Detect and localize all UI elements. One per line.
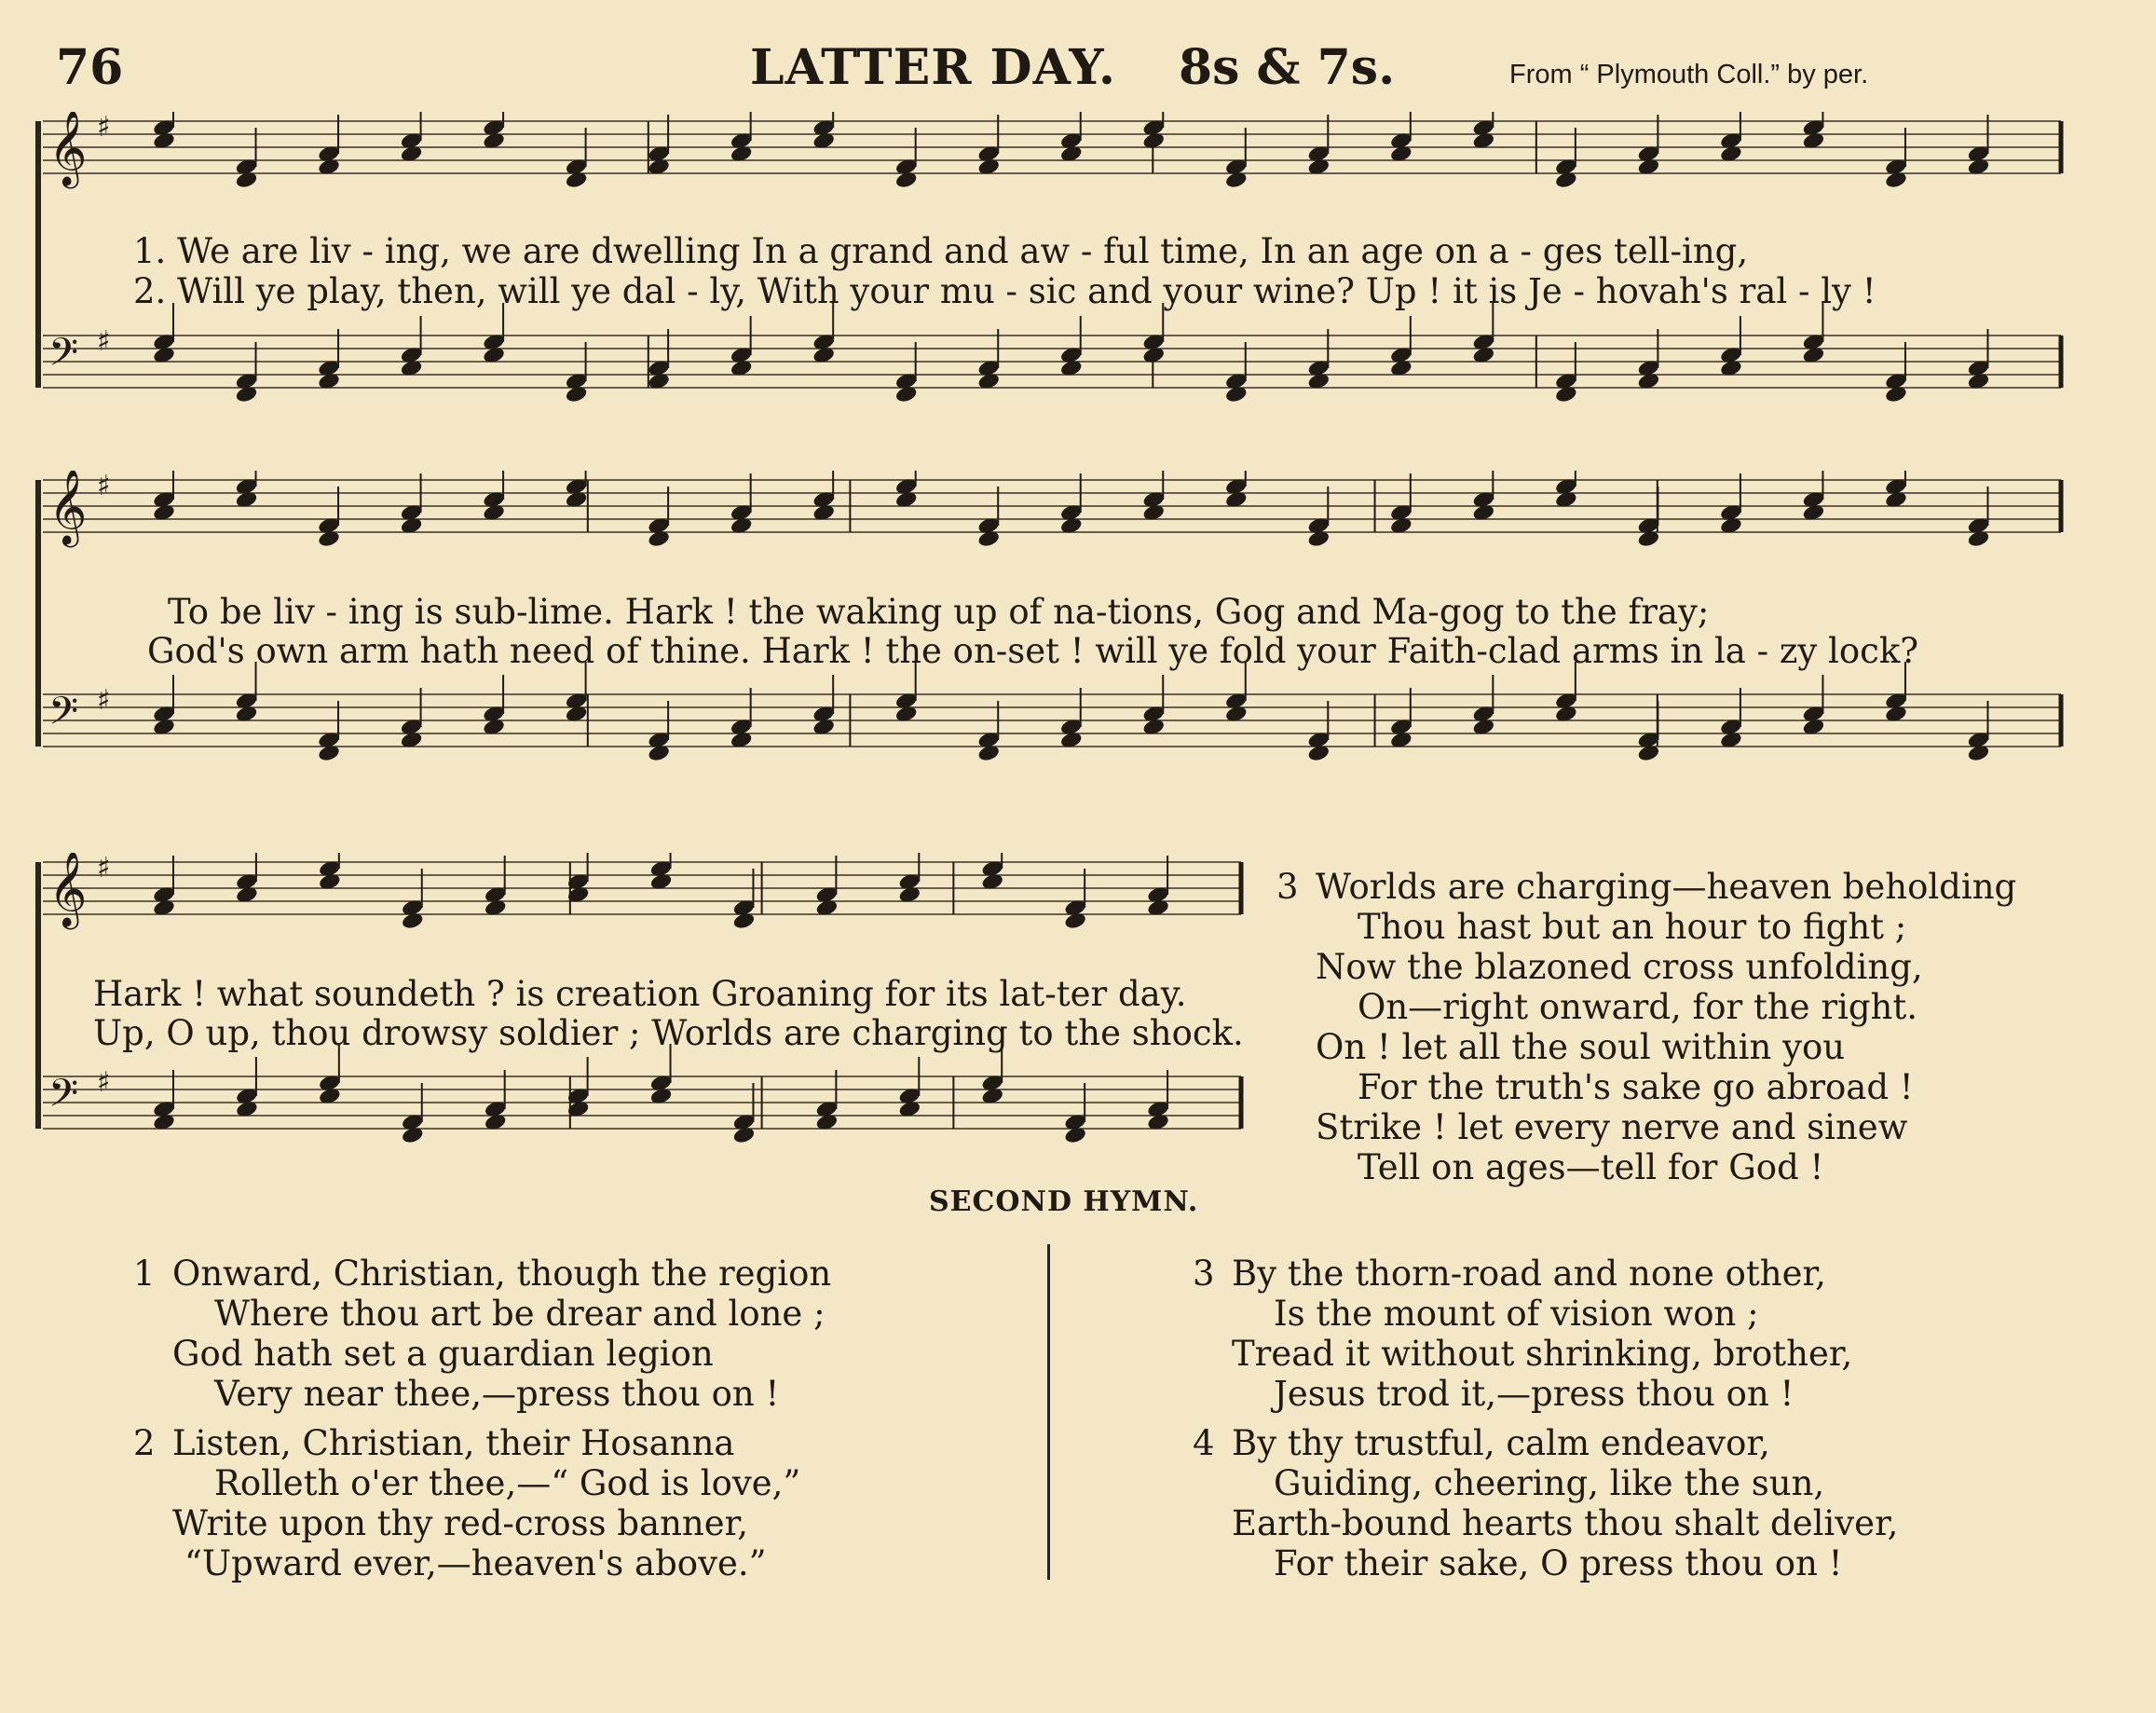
lyrics-verse-2: Up, O up, thou drowsy soldier ; Worlds are charging to the shock.	[93, 1013, 1244, 1053]
stanza-line: Very near thee,—press thou on !	[214, 1374, 780, 1414]
second-hymn-stanza-2	[133, 1423, 800, 1583]
stanza-line: Is the mount of vision won ;	[1274, 1294, 1759, 1334]
lyrics-verse-1: To be liv - ing is sub-lime. Hark ! the waking up of na-tions, Gog and Ma-gog to the fray;	[168, 592, 1710, 632]
lyrics-verse-2: God's own arm hath need of thine. Hark ! the on-set ! will ye fold your Faith-clad arms in la - zy lock?	[147, 631, 1919, 671]
lyrics-verse-1: Hark ! what soundeth ? is creation Groaning for its lat-ter day.	[93, 974, 1187, 1014]
column-divider	[1047, 1244, 1050, 1580]
stanza-number: 4	[1193, 1423, 1215, 1463]
music-system-2	[35, 471, 2067, 815]
stanza-number: 1	[133, 1254, 156, 1294]
hymn-title: LATTER DAY.	[750, 39, 1116, 96]
stanza-line: Listen, Christian, their Hosanna	[172, 1423, 735, 1463]
hymn-meter: 8s & 7s.	[1179, 39, 1396, 96]
stanza-line: Where thou art be drear and lone ;	[214, 1294, 826, 1334]
sharp-icon: ♯	[97, 1066, 111, 1099]
stanza-line: By thy trustful, calm endeavor,	[1232, 1423, 1770, 1463]
system-brace	[35, 121, 41, 388]
hymn-source: From “ Plymouth Coll.” by per.	[1509, 60, 1869, 89]
lyrics-verse-1: 1. We are liv - ing, we are dwelling In a grand and aw - ful time, In an age on a - ges tell-ing,	[133, 231, 1749, 271]
lyrics-verse-2: 2. Will ye play, then, will ye dal - ly, With your mu - sic and your wine? Up ! it is Je - hovah's ral - ly !	[133, 271, 1876, 311]
stanza-line: Tell on ages—tell for God !	[1358, 1147, 1824, 1187]
stanza-number: 3	[1276, 867, 1299, 907]
stanza-line: For the truth's sake go abroad !	[1358, 1067, 1914, 1107]
stanza-line: Onward, Christian, though the region	[172, 1254, 832, 1294]
treble-clef-icon: 𝄞	[48, 471, 88, 544]
music-system-1	[35, 112, 2067, 419]
stanza-number: 2	[133, 1423, 156, 1463]
page-number: 76	[56, 39, 124, 96]
stanza-number: 3	[1193, 1254, 1215, 1294]
stanza-line: Jesus trod it,—press thou on !	[1274, 1374, 1794, 1414]
sharp-icon: ♯	[97, 112, 111, 144]
second-hymn-stanza-4	[1193, 1423, 1898, 1583]
stanza-3	[1276, 867, 2016, 1187]
stanza-line: Rolleth o'er thee,—“ God is love,”	[214, 1463, 801, 1503]
stanza-line: Strike ! let every nerve and sinew	[1316, 1107, 1908, 1147]
music-system-3	[35, 853, 1247, 1188]
bass-clef-icon: 𝄢	[48, 330, 79, 384]
page-header	[56, 39, 1975, 104]
second-hymn-stanza-3	[1193, 1254, 1852, 1414]
bass-clef-icon: 𝄢	[48, 1071, 79, 1125]
stanza-line: 3 Worlds are charging—heaven beholding	[1276, 867, 2017, 907]
treble-clef-icon: 𝄞	[48, 112, 88, 185]
stanza-line: Now the blazoned cross unfolding,	[1316, 947, 1923, 987]
stanza-line: Tread it without shrinking, brother,	[1232, 1334, 1853, 1374]
system-brace	[35, 862, 41, 1129]
stanza-line: “Upward ever,—heaven's above.”	[184, 1543, 767, 1583]
stanza-line: Thou hast but an hour to fight ;	[1358, 907, 1907, 947]
treble-clef-icon: 𝄞	[48, 853, 88, 926]
stanza-line: On ! let all the soul within you	[1316, 1027, 1846, 1067]
system-brace	[35, 480, 41, 747]
sharp-icon: ♯	[97, 325, 111, 358]
second-hymn-stanza-1	[133, 1254, 831, 1414]
stanza-line: For their sake, O press thou on !	[1274, 1543, 1843, 1583]
stanza-line: God hath set a guardian legion	[172, 1334, 714, 1374]
stanza-line: Earth-bound hearts thou shalt deliver,	[1232, 1503, 1899, 1543]
second-hymn-title: SECOND HYMN.	[929, 1185, 1199, 1218]
stanza-line: By the thorn-road and none other,	[1232, 1254, 1826, 1294]
sharp-icon: ♯	[97, 684, 111, 717]
stanza-line: Write upon thy red-cross banner,	[172, 1503, 749, 1543]
bass-clef-icon: 𝄢	[48, 689, 79, 743]
stanza-line: On—right onward, for the right.	[1358, 987, 1917, 1027]
stanza-line: Guiding, cheering, like the sun,	[1274, 1463, 1825, 1503]
sharp-icon: ♯	[97, 853, 111, 884]
sharp-icon: ♯	[97, 471, 111, 502]
